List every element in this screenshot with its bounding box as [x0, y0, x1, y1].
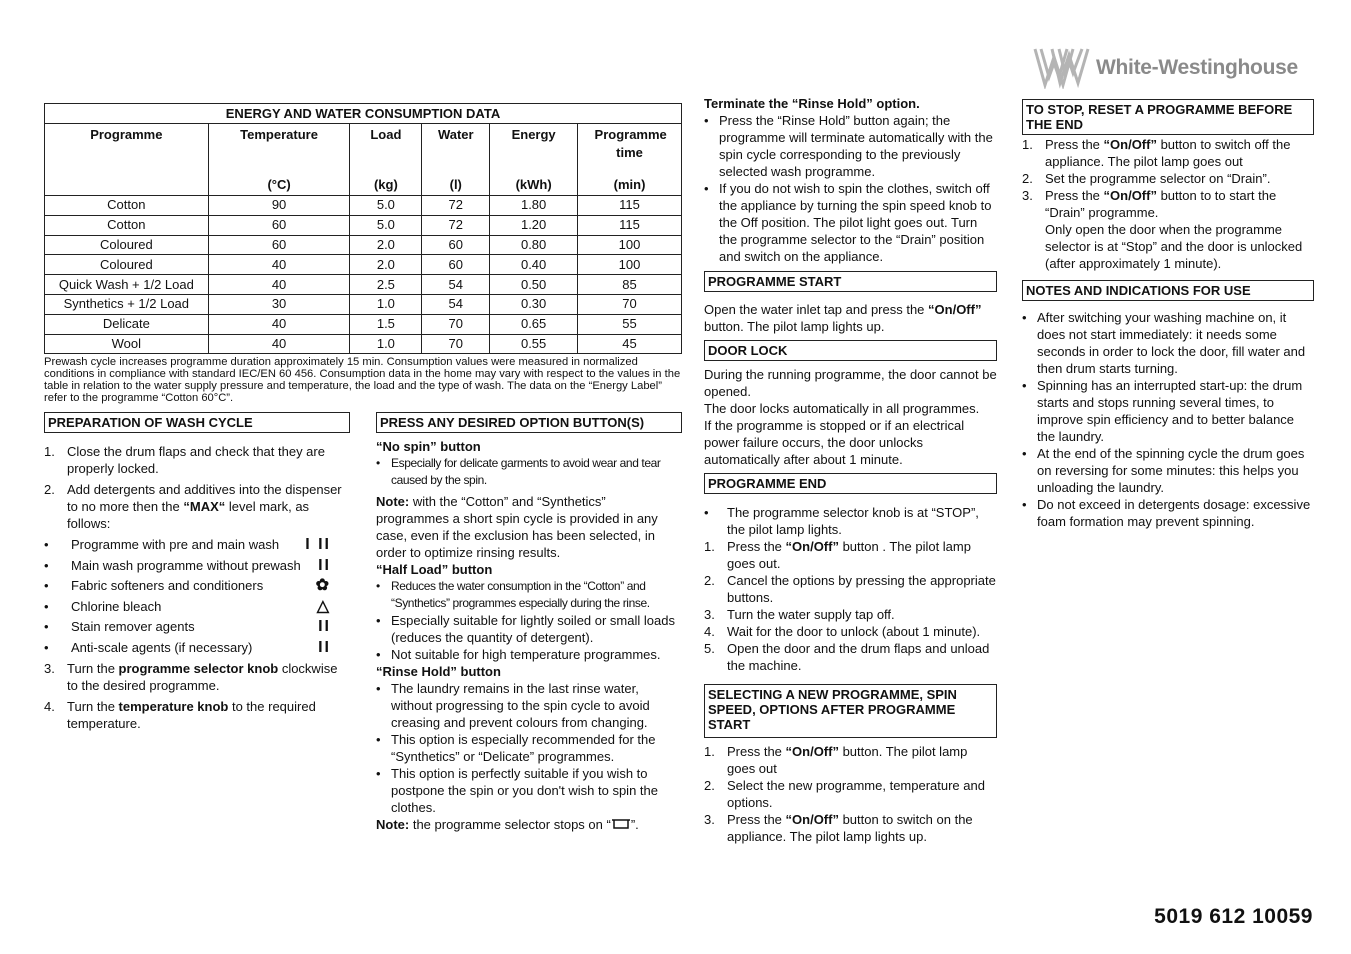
list-item: • At the end of the spinning cycle the drum goes on reversing for some minutes: this helps you unloading the laundry.	[1022, 446, 1305, 495]
list-item: 3. Turn the programme selector knob clockwise to the desired programme.	[44, 660, 338, 693]
table-cell: 54	[422, 294, 490, 314]
table-note: Prewash cycle increases programme duration approximately 15 min. Consumption values were measured in normalized conditions in compliance with standard IEC/EN 60 456. Consumption data in the home may vary with respect to the values in the table in relation to the water supply pressure and temperature, the load and the type of wash. The data on the “Energy Label” refer to the programme “Cotton 60°C”.	[44, 356, 681, 404]
list-item: 3. Press the “On/Off” button to to start the “Drain” programme. Only open the door when the programme selector is at “Stop” and the door is unlocked (after approximately 1 minute).	[1022, 188, 1303, 271]
table-row	[45, 196, 682, 216]
table-header: Programme time (min)	[578, 124, 682, 196]
end-steps	[704, 504, 997, 674]
list-item: 5. Open the door and the drum flaps and unload the machine.	[704, 641, 990, 673]
table-cell: 2.0	[350, 255, 422, 275]
list-item: 3. Turn the water supply tap off.	[704, 607, 895, 622]
table-cell: 1.20	[490, 215, 578, 235]
list-item: 1. Close the drum flaps and check that they are properly locked.	[44, 444, 325, 476]
dispenser-symbol-icon: I II	[305, 536, 331, 553]
table-cell: 60	[422, 255, 490, 275]
list-item: 2. Add detergents and additives into the dispenser to no more then the “MAX“ level mark, as follows:	[44, 482, 342, 531]
table-cell: 0.55	[490, 334, 578, 354]
table-body	[45, 196, 682, 354]
table-cell: Quick Wash + 1/2 Load	[45, 275, 209, 295]
table-cell: Cotton	[45, 215, 209, 235]
table-header: Water (l)	[422, 124, 490, 196]
preparation-section	[44, 412, 350, 732]
section-header: PROGRAMME START	[704, 271, 997, 292]
table-cell: 1.5	[350, 314, 422, 334]
table-header: Load (kg)	[350, 124, 422, 196]
no-spin-title: “No spin” button	[376, 439, 481, 454]
list-item: • The programme selector knob is at “STOP”, the pilot lamp lights.	[704, 505, 979, 537]
table-cell: 1.80	[490, 196, 578, 216]
list-item: • Reduces the water consumption in the “Cotton” and “Synthetics” programmes especially during the rinse.	[376, 579, 650, 610]
table-cell: 54	[422, 275, 490, 295]
table-cell: 5.0	[350, 196, 422, 216]
table-cell: 0.40	[490, 255, 578, 275]
dispenser-symbol-icon: △	[316, 597, 331, 615]
table-row	[45, 255, 682, 275]
dispenser-symbol-icon: II	[318, 638, 331, 656]
table-cell: 72	[422, 196, 490, 216]
table-cell: 0.30	[490, 294, 578, 314]
section-header: DOOR LOCK	[704, 340, 997, 361]
list-item: • Stain remover agents II	[44, 618, 331, 636]
table-cell: 100	[578, 235, 682, 255]
brand-name: White-Westinghouse	[1096, 55, 1298, 79]
list-item: • Main wash programme without prewash II	[44, 556, 331, 574]
table-header-row	[45, 124, 682, 196]
ww-logo-icon	[1032, 45, 1092, 89]
dispenser-symbol-icon: II	[318, 618, 331, 636]
table-cell: Coloured	[45, 255, 209, 275]
table-header: Temperature (°C)	[208, 124, 350, 196]
list-item: 2. Select the new programme, temperature and options.	[704, 778, 985, 810]
table-cell: Coloured	[45, 235, 209, 255]
list-item: 2. Cancel the options by pressing the appropriate buttons.	[704, 573, 996, 605]
table-cell: 40	[208, 314, 350, 334]
table-header: Energy (kWh)	[490, 124, 578, 196]
start-paragraph: Open the water inlet tap and press the “On/Off” button. The pilot lamp lights up.	[704, 302, 982, 334]
list-item: • The laundry remains in the last rinse water, without progressing to the spin cycle to avoid creasing and prevent colours from changing.	[376, 681, 650, 730]
table-cell: 60	[208, 215, 350, 235]
dispenser-symbol-icon: II	[318, 556, 331, 574]
half-load-title: “Half Load” button	[376, 562, 493, 577]
table-row	[45, 294, 682, 314]
table-cell: 55	[578, 314, 682, 334]
table-cell: 0.50	[490, 275, 578, 295]
list-item: • Fabric softeners and conditioners ✿	[44, 577, 331, 595]
table-title: ENERGY AND WATER CONSUMPTION DATA	[45, 104, 682, 124]
section-header: TO STOP, RESET A PROGRAMME BEFORE THE END	[1022, 99, 1314, 135]
table-cell: 1.0	[350, 334, 422, 354]
list-item: • Press the “Rinse Hold” button again; the programme will terminate automatically with the spin cycle corresponding to the previously selected wash programme.	[704, 113, 993, 179]
list-item: 4. Turn the temperature knob to the required temperature.	[44, 698, 316, 731]
list-item: • Spinning has an interrupted start-up: the drum starts and stops running several times, to improve spin efficiency and to better balance the laundry.	[1022, 378, 1303, 444]
table-cell: 115	[578, 215, 682, 235]
table-cell: 72	[422, 215, 490, 235]
brand-logo	[1032, 44, 1314, 90]
table-cell: 45	[578, 334, 682, 354]
door-text: During the running programme, the door cannot be opened. The door locks automatically in all programmes. If the programme is stopped or if an electrical power failure occurs, the door unlocks automatically after about 1 minute.	[704, 367, 997, 467]
table-row	[45, 215, 682, 235]
table-cell: 100	[578, 255, 682, 275]
list-item: • This option is perfectly suitable if you wish to postpone the spin or you don't wish to spin the clothes.	[376, 766, 658, 815]
half-load-list	[376, 578, 682, 663]
table-row	[45, 314, 682, 334]
list-item: 1. Press the “On/Off” button. The pilot lamp goes out	[704, 744, 968, 776]
prep-steps	[44, 443, 344, 532]
table-cell: 70	[422, 334, 490, 354]
section-header: PRESS ANY DESIRED OPTION BUTTON(S)	[376, 412, 682, 433]
list-item: • Programme with pre and main wash I II	[44, 536, 331, 553]
list-item: • If you do not wish to spin the clothes, switch off the appliance by turning the spin speed knob to the Off position. The pilot light goes out. Turn the programme selector to the “Drain” position and switch on the appliance.	[704, 181, 992, 264]
table-cell: 40	[208, 334, 350, 354]
section-header: PROGRAMME END	[704, 473, 997, 494]
list-item: 4. Wait for the door to unlock (about 1 minute).	[704, 624, 981, 639]
table-row	[45, 235, 682, 255]
table-cell: 60	[208, 235, 350, 255]
newprog-steps	[704, 743, 997, 845]
no-spin-list	[376, 455, 682, 489]
table-cell: 0.65	[490, 314, 578, 334]
list-item: 1. Press the “On/Off” button . The pilot lamp goes out.	[704, 539, 971, 571]
table-cell: 30	[208, 294, 350, 314]
list-item: • Anti-scale agents (if necessary) II	[44, 638, 331, 656]
table-cell: 2.0	[350, 235, 422, 255]
list-item: • After switching your washing machine on, it does not start immediately: it needs some seconds in order to lock the door, fill water and then drum starts turning.	[1022, 310, 1306, 376]
note-paragraph: Note: with the “Cotton” and “Synthetics” programmes a short spin cycle is provided in any case, even if the exclusion has been selected, in order to optimize rinsing results.	[376, 494, 658, 560]
drain-symbol-icon	[611, 818, 631, 830]
dispenser-symbol-icon: ✿	[315, 577, 331, 595]
list-item: • Not suitable for high temperature programmes.	[376, 647, 661, 662]
terminate-list	[704, 112, 994, 265]
table-cell: Synthetics + 1/2 Load	[45, 294, 209, 314]
rinse-hold-title: “Rinse Hold” button	[376, 664, 501, 679]
table-cell: 5.0	[350, 215, 422, 235]
section-header: SELECTING A NEW PROGRAMME, SPIN SPEED, OPTIONS AFTER PROGRAMME START	[704, 684, 997, 738]
list-item: 3. Press the “On/Off” button to switch on the appliance. The pilot lamp lights up.	[704, 812, 973, 844]
section-header: NOTES AND INDICATIONS FOR USE	[1022, 280, 1314, 301]
table-cell: 1.0	[350, 294, 422, 314]
table-cell: 70	[422, 314, 490, 334]
document-code: 5019 612 10059	[1154, 905, 1313, 928]
notes-list	[1022, 309, 1314, 530]
list-item: • Do not exceed in detergents dosage: excessive foam formation may prevent spinning.	[1022, 497, 1311, 529]
table-cell: 2.5	[350, 275, 422, 295]
table-cell: 0.80	[490, 235, 578, 255]
terminate-title: Terminate the “Rinse Hold” option.	[704, 96, 920, 111]
stop-steps	[1022, 136, 1314, 272]
table-cell: 85	[578, 275, 682, 295]
table-header: Programme	[45, 124, 209, 196]
detergent-list	[44, 536, 331, 660]
note-paragraph: Note: the programme selector stops on “ ”.	[376, 817, 639, 832]
list-item: • Especially for delicate garments to avoid wear and tear caused by the spin.	[376, 456, 661, 487]
list-item: 2. Set the programme selector on “Drain”.	[1022, 171, 1271, 186]
table-cell: Delicate	[45, 314, 209, 334]
table-cell: Wool	[45, 334, 209, 354]
list-item: 1. Press the “On/Off” button to switch off the appliance. The pilot lamp goes out	[1022, 137, 1291, 169]
table-cell: 70	[578, 294, 682, 314]
table-row	[45, 334, 682, 354]
table-cell: 115	[578, 196, 682, 216]
options-section	[376, 412, 682, 833]
energy-water-table	[44, 103, 682, 354]
table-cell: 60	[422, 235, 490, 255]
prep-steps-cont	[44, 660, 344, 732]
table-cell: Cotton	[45, 196, 209, 216]
list-item: • Chlorine bleach △	[44, 597, 331, 615]
table-cell: 90	[208, 196, 350, 216]
column-4	[1022, 99, 1314, 530]
column-3	[704, 95, 997, 845]
rinse-hold-list	[376, 680, 682, 816]
table-cell: 40	[208, 275, 350, 295]
list-item: • This option is especially recommended for the “Synthetics” or “Delicate” programmes.	[376, 732, 656, 764]
list-item: • Especially suitable for lightly soiled or small loads (reduces the quantity of detergent).	[376, 613, 675, 645]
table-row	[45, 275, 682, 295]
section-header: PREPARATION OF WASH CYCLE	[44, 412, 350, 433]
table-cell: 40	[208, 255, 350, 275]
